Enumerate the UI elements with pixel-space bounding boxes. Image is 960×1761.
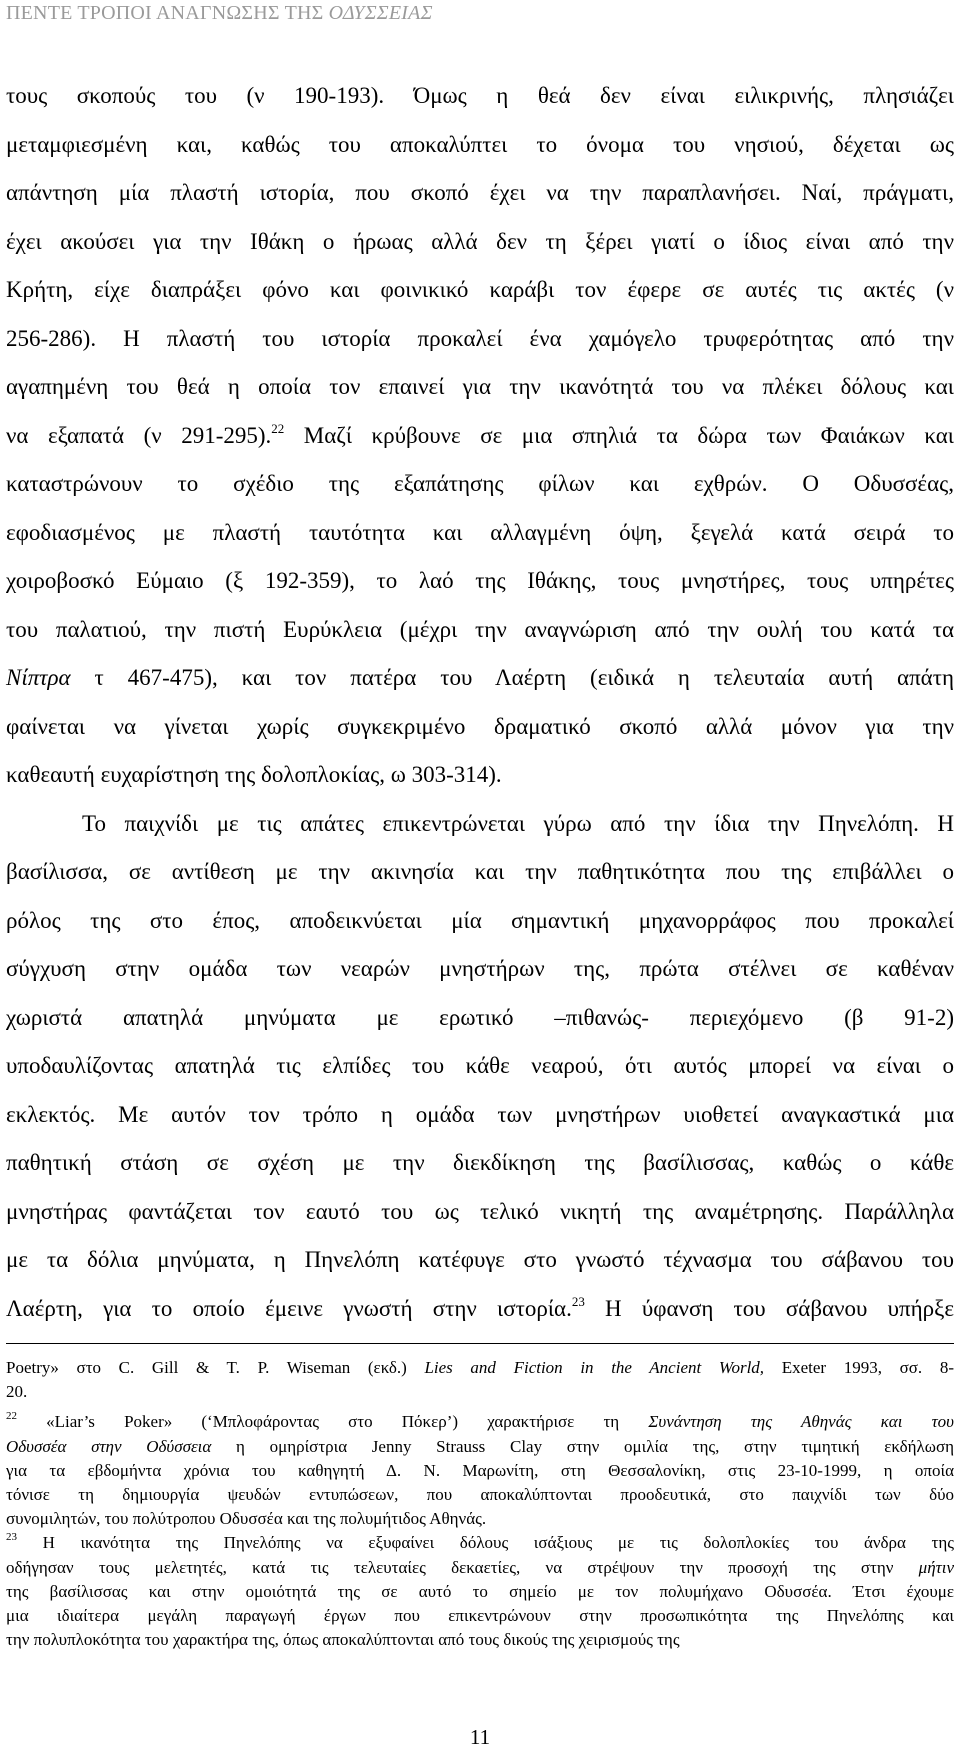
text-line: αγαπημένη του θεά η οποία τον επαινεί για την ικανότητά του να πλέκει δόλους και: [6, 374, 954, 399]
text-line: σύγχυση στην ομάδα των νεαρών μνηστήρων της, πρώτα στέλνει σε καθέναν: [6, 956, 954, 981]
footnote-ref-23[interactable]: 23: [571, 1293, 585, 1309]
text-line: με τα δόλια μηνύματα, η Πηνελόπη κατέφυγε στο γνωστό τέχνασμα του σάβανου του: [6, 1247, 954, 1272]
footnote-line: [6, 1356, 954, 1380]
footnote-line: συνομιλητών, του πολύτροπου Οδυσσέα και της πολυμήτιδος Αθηνάς.: [6, 1509, 487, 1529]
text-line: Κρήτη, είχε διαπράξει φόνο και φοινικικό καράβι τον έφερε σε αυτές τις ακτές (ν: [6, 277, 954, 302]
header-title: ΠΕΝΤΕ ΤΡΟΠΟΙ ΑΝΑΓΝΩΣΗΣ ΤΗΣ: [6, 2, 329, 24]
italic-title: Οδυσσέα στην Οδύσσεια: [6, 1436, 212, 1456]
footnote-23: [6, 1531, 954, 1555]
footnote-line: [6, 1435, 954, 1459]
footnotes: [6, 1356, 954, 1652]
italic-term: Νίπτρα: [6, 665, 71, 690]
text-line: ρόλος της στο έπος, αποδεικνύεται μία σημαντική μηχανορράφος που προκαλεί: [6, 907, 954, 933]
text-segment: Μαζί κρύβουνε σε μια σπηλιά τα δώρα των Φαιάκων και: [284, 422, 954, 448]
text-segment: Exeter 1993, σσ. 8-: [764, 1358, 954, 1377]
paragraph-start: Το παιχνίδι με τις απάτες επικεντρώνεται γύρω από την ίδια την Πηνελόπη. Η: [82, 810, 954, 836]
text-line: μνηστήρας φαντάζεται τον εαυτό του ως τελικό νικητή της αναμέτρησης. Παράλληλα: [6, 1198, 954, 1224]
text-line: [6, 412, 954, 461]
text-line: φαίνεται να γίνεται χωρίς συγκεκριμένο δραματικό σκοπό αλλά μόνον για την: [6, 713, 954, 739]
footnote-line: της βασίλισσας και στην ομοιότητά της σε αυτό το σημείο με τον πολυμήχανο Οδυσσέα. Έτσι έχουμε: [6, 1581, 954, 1601]
text-line: [6, 654, 954, 703]
page-number: 11: [469, 1725, 491, 1749]
text-line: 256-286). Η πλαστή του ιστορία προκαλεί ένα χαμόγελο τρυφερότητας από την: [6, 325, 954, 351]
text-line: του παλατιού, την πιστή Ευρύκλεια (μέχρι την αναγνώριση από την ουλή του κατά τα: [6, 616, 954, 642]
text-line: παθητική στάση σε σχέση με την διεκδίκηση της βασίλισσας, καθώς ο κάθε: [6, 1150, 954, 1175]
text-line: τους σκοπούς του (ν 190-193). Όμως η θεά δεν είναι ειλικρινής, πλησιάζει: [6, 83, 954, 108]
text-segment: Λαέρτη, για το οποίο έμεινε γνωστή στην ιστορία.: [6, 1295, 572, 1321]
text-segment: Poetry» στο C. Gill & T. P. Wiseman (εκδ.): [6, 1358, 425, 1377]
text-line: εφοδιασμένος με πλαστή ταυτότητα και αλλαγμένη όψη, ξεγελά κατά σειρά το: [6, 519, 954, 545]
running-header: [6, 2, 433, 25]
footnote-ref-22[interactable]: 22: [271, 420, 285, 436]
footnote-line: την πολυπλοκότητα του χαρακτήρα της, όπως αποκαλύπτονται από τους δικούς της χειρισμούς της: [6, 1630, 680, 1650]
text-segment: «Liar’s Poker» (‘Μπλοφάροντας στο Πόκερ’) χαρακτήρισε τη: [17, 1412, 649, 1432]
text-segment: Η ύφανση του σάβανου υπήρξε: [584, 1295, 954, 1321]
text-line: μεταμφιεσμένη και, καθώς του αποκαλύπτει το όνομα του νησιού, δέχεται ως: [6, 131, 954, 157]
text-segment: τ 467-475), και τον πατέρα του Λαέρτη (ειδικά η τελευταία αυτή απάτη: [70, 665, 954, 690]
footnote-number: 23: [6, 1531, 17, 1544]
footnote-22: [6, 1410, 954, 1434]
footnote-number: 22: [6, 1410, 17, 1423]
italic-title: Lies and Fiction in the Ancient World,: [424, 1358, 765, 1377]
footnote-separator: [6, 1343, 954, 1344]
footnote-line: [6, 1556, 954, 1580]
text-segment: να εξαπατά (ν 291-295).: [6, 422, 272, 448]
text-line: βασίλισσα, σε αντίθεση με την ακινησία και την παθητικότητα που της επιβάλλει ο: [6, 859, 954, 884]
italic-term: μήτιν: [918, 1557, 954, 1577]
text-segment: οδήγησαν τους μελετητές, κατά τις τελευταίες δεκαετίες, να στρέψουν την προσοχή της στην: [6, 1557, 919, 1577]
italic-title: Συνάντηση της Αθηνάς και του: [648, 1412, 954, 1432]
text-segment: Η ικανότητα της Πηνελόπης να εξυφαίνει δόλους ισάξιους με τις δολοπλοκίες του άνδρα της: [17, 1533, 954, 1553]
text-line: υποδαυλίζοντας απατηλά τις ελπίδες του κάθε νεαρού, ότι αυτός μπορεί να είναι ο: [6, 1053, 954, 1078]
footnote-line: 20.: [6, 1382, 28, 1402]
header-title-italic: ΟΔΥΣΣΕΙΑΣ: [328, 2, 433, 24]
text-line: χοιροβοσκό Εύμαιο (ξ 192-359), το λαό της Ιθάκης, τους μνηστήρες, τους υπηρέτες: [6, 568, 954, 593]
text-line: χωριστά απατηλά μηνύματα με ερωτικό –πιθανώς- περιεχόμενο (β 91-2): [6, 1004, 954, 1030]
text-line: έχει ακούσει για την Ιθάκη ο ήρωας αλλά δεν τη ξέρει γιατί ο ίδιος είναι από την: [6, 228, 954, 254]
footnote-line: μια ιδιαίτερα μεγάλη παραγωγή έργων που επικεντρώνουν στην προσωπικότητα της Πηνελόπης και: [6, 1605, 954, 1625]
footnote-line: για τα εβδομήντα χρόνια του καθηγητή Δ. Ν. Μαρωνίτη, στη Θεσσαλονίκη, στις 23-10-1999, η οποία: [6, 1460, 954, 1480]
text-line: απάντηση μία πλαστή ιστορία, που σκοπό έχει να την παραπλανήσει. Ναί, πράγματι,: [6, 180, 954, 205]
body-text: [6, 72, 954, 1333]
text-line: εκλεκτός. Με αυτόν τον τρόπο η ομάδα των μνηστήρων υιοθετεί αναγκαστικά μια: [6, 1101, 954, 1127]
text-line: καθεαυτή ευχαρίστηση της δολοπλοκίας, ω 303-314).: [6, 762, 502, 787]
footnote-line: τόνισε τη δημιουργία ψευδών εντυπώσεων, που αποκαλύπτονται προοδευτικά, στο παιχνίδι των δύο: [6, 1484, 954, 1504]
text-segment: η ομηρίστρια Jenny Strauss Clay στην ομιλία της, στην τιμητική εκδήλωση: [211, 1436, 954, 1456]
text-line: καταστρώνουν το σχέδιο της εξαπάτησης φίλων και εχθρών. Ο Οδυσσέας,: [6, 471, 954, 496]
text-line: [6, 1285, 954, 1334]
